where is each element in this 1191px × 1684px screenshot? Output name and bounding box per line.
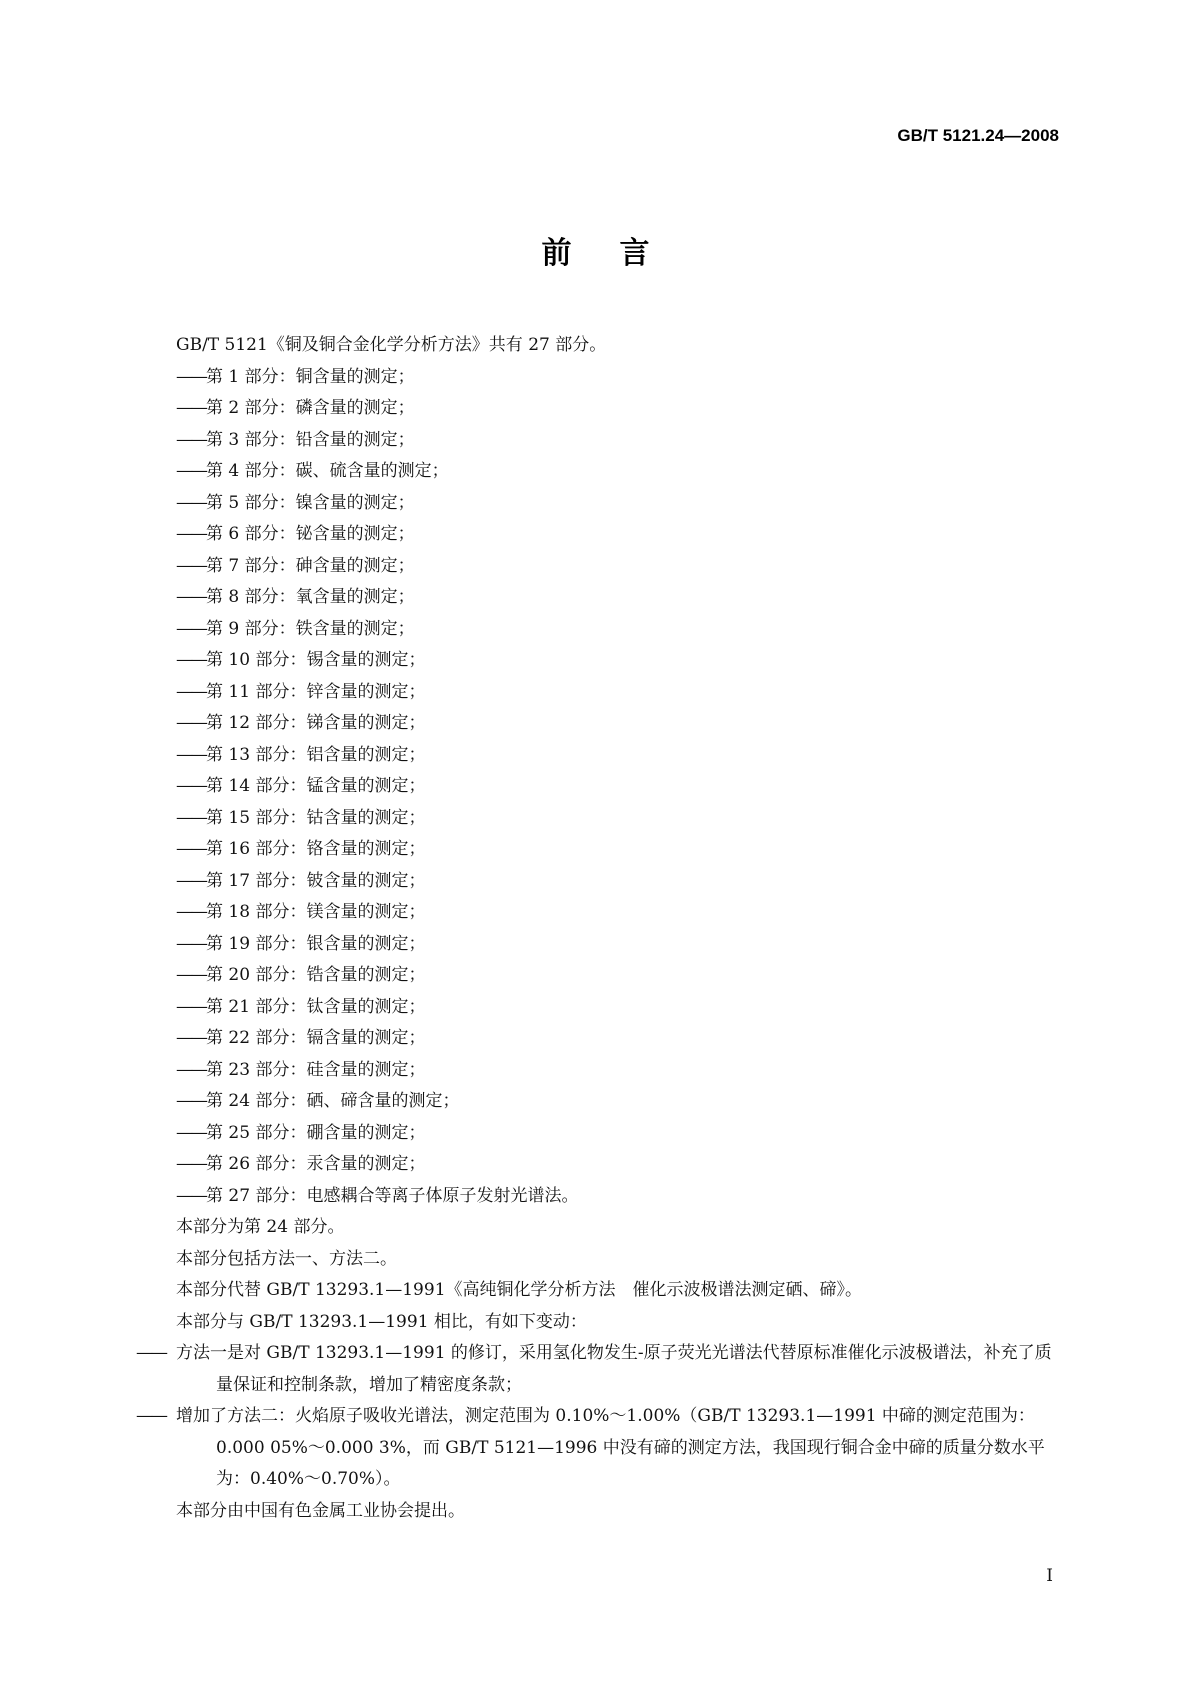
part-list-item-text: 第 6 部分：铋含量的测定；	[206, 524, 415, 544]
part-list-item-text: 第 23 部分：硅含量的测定；	[206, 1059, 426, 1080]
list-dash: ——	[176, 902, 206, 922]
part-list-item	[176, 1118, 1056, 1150]
page-title: 前言	[541, 236, 698, 271]
part-list-item-text: 第 24 部分：硒、碲含量的测定；	[206, 1091, 460, 1111]
part-list-item-text: 第 19 部分：银含量的测定；	[206, 933, 426, 954]
part-list-item-text: 第 15 部分：钴含量的测定；	[206, 807, 426, 828]
list-dash: ——	[176, 555, 206, 576]
part-list-item	[176, 708, 1056, 740]
part-list-item	[176, 1086, 1056, 1118]
list-dash: ——	[176, 870, 206, 891]
part-list-item-text: 第 12 部分：锑含量的测定；	[206, 713, 426, 733]
page-number: I	[1046, 1566, 1053, 1586]
list-dash: ——	[176, 807, 206, 828]
list-dash: ——	[176, 744, 206, 765]
part-list-item-text: 第 11 部分：锌含量的测定；	[206, 681, 426, 702]
part-list-item	[176, 519, 1056, 551]
part-list-item-text: 第 13 部分：铝含量的测定；	[206, 744, 426, 765]
list-dash: ——	[176, 618, 206, 639]
methods-statement: 本部分包括方法一、方法二。	[176, 1248, 397, 1269]
list-dash: ——	[176, 1059, 206, 1080]
part-list-item	[176, 771, 1056, 803]
part-list-item	[176, 645, 1056, 677]
parts-list	[176, 362, 1056, 1213]
proposer-statement: 本部分由中国有色金属工业协会提出。	[176, 1500, 465, 1521]
part-list-item-text: 第 7 部分：砷含量的测定；	[206, 555, 415, 576]
part-list-item	[176, 992, 1056, 1024]
part-list-item-text: 第 17 部分：铍含量的测定；	[206, 870, 426, 891]
part-list-item	[176, 582, 1056, 614]
part-list-item-text: 第 25 部分：硼含量的测定；	[206, 1122, 426, 1143]
part-list-item	[176, 1149, 1056, 1181]
part-list-item	[176, 897, 1056, 929]
list-dash: ——	[176, 1028, 206, 1048]
part-list-item-text: 第 20 部分：锆含量的测定；	[206, 965, 426, 985]
part-list-item	[176, 425, 1056, 457]
change-list-item-text: 增加了方法二：火焰原子吸收光谱法，测定范围为 0.10%～1.00%（GB/T 13293.1—1991 中碲的测定范围为：0.000 05%～0.000 3%，而 GB/T 5121—1996 中没有碲的测定方法，我国现行铜合金中碲的质量分数水平为：0.40%～0.70%）。	[176, 1406, 1045, 1489]
part-list-item	[176, 834, 1056, 866]
part-list-item-text: 第 27 部分：电感耦合等离子体原子发射光谱法。	[206, 1185, 579, 1206]
part-list-item	[176, 1023, 1056, 1055]
replaces-statement: 本部分代替 GB/T 13293.1—1991《高纯铜化学分析方法 催化示波极谱法测定硒、碲》。	[176, 1280, 863, 1300]
part-list-item-text: 第 10 部分：锡含量的测定；	[206, 650, 426, 670]
list-dash: ——	[176, 398, 206, 418]
part-list-item-text: 第 3 部分：铅含量的测定；	[206, 429, 415, 450]
list-dash: ——	[176, 1091, 206, 1111]
foreword-body	[136, 330, 1056, 1527]
part-list-item	[176, 740, 1056, 772]
this-part-statement: 本部分为第 24 部分。	[176, 1217, 345, 1237]
part-list-item	[176, 551, 1056, 583]
list-dash: ——	[176, 587, 206, 607]
part-list-item	[176, 960, 1056, 992]
part-list-item-text: 第 1 部分：铜含量的测定；	[206, 366, 415, 387]
part-list-item	[176, 1055, 1056, 1087]
part-list-item-text: 第 22 部分：镉含量的测定；	[206, 1028, 426, 1048]
change-list-item: —— 增加了方法二：火焰原子吸收光谱法，测定范围为 0.10%～1.00%（GB/T 13293.1—1991 中碲的测定范围为：0.000 05%～0.000 3%，而 GB/T 5121—1996 中没有碲的测定方法，我国现行铜合金中碲的质量分数水平为：0.40%～0.70%）。	[136, 1406, 1045, 1489]
part-list-item-text: 第 2 部分：磷含量的测定；	[206, 398, 415, 418]
change-list-item-text: 方法一是对 GB/T 13293.1—1991 的修订，采用氢化物发生-原子荧光光谱法代替原标准催化示波极谱法，补充了质量保证和控制条款，增加了精密度条款；	[176, 1343, 1052, 1395]
part-list-item-text: 第 16 部分：铬含量的测定；	[206, 839, 426, 859]
part-list-item-text: 第 9 部分：铁含量的测定；	[206, 618, 415, 639]
part-list-item	[176, 614, 1056, 646]
list-dash: ——	[176, 1185, 206, 1206]
list-dash: ——	[176, 366, 206, 387]
part-list-item-text: 第 4 部分：碳、硫含量的测定；	[206, 461, 449, 481]
list-dash: ——	[176, 776, 206, 796]
list-dash: ——	[176, 1154, 206, 1174]
part-list-item	[176, 393, 1056, 425]
list-dash: ——	[176, 1122, 206, 1143]
part-list-item-text: 第 26 部分：汞含量的测定；	[206, 1154, 426, 1174]
part-list-item-text: 第 18 部分：镁含量的测定；	[206, 902, 426, 922]
list-dash: ——	[176, 650, 206, 670]
part-list-item	[176, 929, 1056, 961]
change-list-item: —— 方法一是对 GB/T 13293.1—1991 的修订，采用氢化物发生-原子荧光光谱法代替原标准催化示波极谱法，补充了质量保证和控制条款，增加了精密度条款；	[136, 1343, 1052, 1395]
part-list-item-text: 第 8 部分：氧含量的测定；	[206, 587, 415, 607]
list-dash: ——	[176, 429, 206, 450]
list-dash: ——	[176, 839, 206, 859]
part-list-item	[176, 866, 1056, 898]
part-list-item	[176, 456, 1056, 488]
list-dash: ——	[176, 681, 206, 702]
standard-number: GB/T 5121.24—2008	[897, 126, 1059, 145]
part-list-item-text: 第 5 部分：镍含量的测定；	[206, 492, 415, 513]
part-list-item	[176, 362, 1056, 394]
part-list-item	[176, 803, 1056, 835]
part-list-item	[176, 1181, 1056, 1213]
changes-list	[136, 1338, 1056, 1496]
part-list-item	[176, 488, 1056, 520]
list-dash: ——	[176, 713, 206, 733]
list-dash: ——	[176, 965, 206, 985]
changes-intro: 本部分与 GB/T 13293.1—1991 相比，有如下变动：	[176, 1311, 587, 1332]
list-dash: ——	[176, 492, 206, 513]
intro-paragraph: GB/T 5121《铜及铜合金化学分析方法》共有 27 部分。	[176, 335, 607, 355]
list-dash: ——	[176, 524, 206, 544]
list-dash: ——	[176, 461, 206, 481]
part-list-item-text: 第 21 部分：钛含量的测定；	[206, 996, 426, 1017]
list-dash: ——	[176, 933, 206, 954]
part-list-item-text: 第 14 部分：锰含量的测定；	[206, 776, 426, 796]
part-list-item	[176, 677, 1056, 709]
list-dash: ——	[176, 996, 206, 1017]
